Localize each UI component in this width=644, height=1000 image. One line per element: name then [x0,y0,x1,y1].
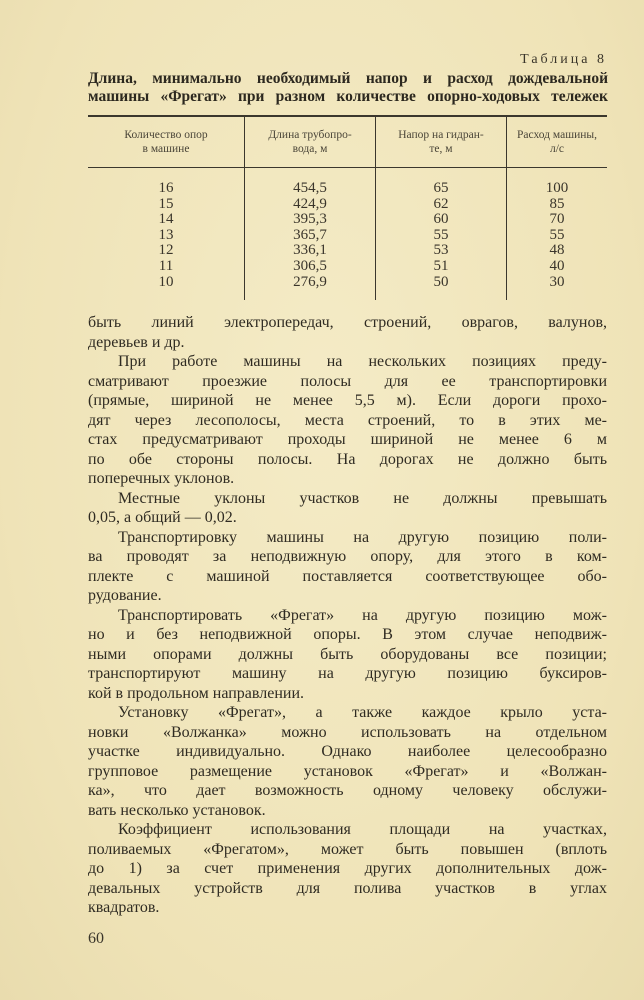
text-line: сматривают проезжие полосы для ее транспортировки [88,372,607,390]
cell-pipeline-length: 306,5 [245,259,376,275]
text-line: (прямые, шириной не менее 5,5 м). Если дороги прохо- [88,392,607,409]
cell-supports-count: 13 [158,226,174,243]
text-line: Местные уклоны участков не должны превышать [118,489,607,507]
paragraph [88,352,607,489]
table-title-line: Длина, минимально необходимый напор и расход дождевальной [88,70,608,87]
text-line: кой в продольном направлении. [88,684,305,702]
paragraph [88,528,607,606]
cell-hydrant-pressure: 51 [376,259,507,275]
data-table [88,115,607,300]
text-line: квадратов. [88,899,160,916]
text-line: девальных устройств для полива участков в углах [88,879,607,897]
text-line: вать несколько установок. [88,801,266,819]
text-line: Коэффициент использования площади на участках, [118,821,607,838]
cell-hydrant-pressure: 50 [376,275,507,291]
text-line: ва проводят за неподвижную опору, для этого в ком- [88,548,607,565]
paragraph [88,313,607,352]
header-text: Количество опор [124,129,208,141]
table-row [88,197,607,213]
cell-supports-count: 12 [158,242,174,259]
text-line: ка», что дает возможность одному человеку обслужи- [88,782,607,799]
table-title [88,70,608,106]
text-line: Транспортировку машины на другую позицию поли- [118,528,607,546]
cell-flow-rate: 100 [507,181,608,197]
body-text [88,313,607,918]
table-header-row [88,116,607,168]
header-flow-rate [507,116,608,168]
table-row [88,259,607,275]
text-line: новки «Волжанка» можно использовать на отдельном [88,723,607,741]
text-line: Транспортировать «Фрегат» на другую позицию мож- [118,606,607,624]
header-text: Напор на гидран- [398,129,484,141]
table-number: Таблица 8 [520,52,607,67]
text-line: поливаемых «Фрегатом», может быть повышен (вплоть [88,840,607,858]
text-line: групповое размещение установок «Фрегат» и «Волжан- [88,762,607,780]
cell-supports-count: 16 [158,180,174,196]
header-pipeline-length [245,116,376,168]
table-row [88,275,607,291]
paragraph [88,489,607,528]
text-line: стах предусматривают проходы шириной не менее 6 м [88,431,607,448]
cell-supports-count: 10 [158,273,174,290]
header-text: вода, м [292,143,328,155]
cell-pipeline-length: 395,3 [245,212,376,228]
cell-hydrant-pressure: 62 [376,197,507,213]
cell-hydrant-pressure: 55 [376,228,507,244]
cell-flow-rate: 30 [507,275,608,291]
text-line: При работе машины на нескольких позициях преду- [118,353,607,370]
text-line: участке индивидуально. Однако наиболее целесообразно [88,743,607,760]
header-text: л/с [549,143,565,155]
cell-flow-rate: 40 [507,259,608,275]
text-line: плекте с машиной поставляется соответствующее обо- [88,567,607,585]
cell-hydrant-pressure: 60 [376,212,507,228]
text-line: 0,05, а общий — 0,02. [88,509,237,526]
text-line: деревьев и др. [88,333,185,351]
cell-hydrant-pressure: 65 [376,181,507,197]
cell-pipeline-length: 424,9 [245,197,376,213]
text-line: до 1) за счет применения других дополнительных дож- [88,860,607,877]
text-line: дят через лесополосы, места строений, то в этих ме- [88,411,607,429]
header-hydrant-pressure [376,116,507,168]
text-line: поперечных уклонов. [88,470,235,487]
header-text: Расход машины, [517,129,597,141]
paragraph [88,606,607,704]
cell-supports-count: 15 [158,195,174,212]
paragraph [88,820,607,918]
cell-supports-count: 14 [158,211,174,228]
header-text: Длина трубопро- [268,129,352,141]
text-line: рудование. [88,587,162,604]
cell-supports-count: 11 [158,257,174,274]
page-number: 60 [88,930,104,947]
table-row [88,243,607,259]
text-line: по обе стороны полосы. На дорогах не должно быть [88,450,607,468]
table-row [88,181,607,197]
cell-hydrant-pressure: 53 [376,243,507,259]
text-line: но и без неподвижной опоры. В этом случае неподвиж- [88,626,607,643]
table-row [88,212,607,228]
header-text: те, м [429,143,453,155]
table-title-line: машины «Фрегат» при разном количестве опорно-ходовых тележек [88,88,608,105]
cell-flow-rate: 48 [507,243,608,259]
cell-pipeline-length: 454,5 [245,181,376,197]
cell-pipeline-length: 276,9 [245,275,376,291]
text-line: быть линий электропередач, строений, оврагов, валунов, [88,314,607,331]
cell-pipeline-length: 336,1 [245,243,376,259]
cell-pipeline-length: 365,7 [245,228,376,244]
paragraph [88,703,607,820]
table-row [88,228,607,244]
text-line: Установку «Фрегат», а также каждое крыло уста- [118,704,607,721]
cell-flow-rate: 55 [507,228,608,244]
text-line: транспортируют машину на другую позицию буксиров- [88,665,607,682]
cell-flow-rate: 70 [507,212,608,228]
header-supports-count [88,116,245,168]
text-line: ными опорами должны быть оборудованы все позиции; [88,645,607,663]
header-text: в машине [142,143,190,155]
cell-flow-rate: 85 [507,197,608,213]
